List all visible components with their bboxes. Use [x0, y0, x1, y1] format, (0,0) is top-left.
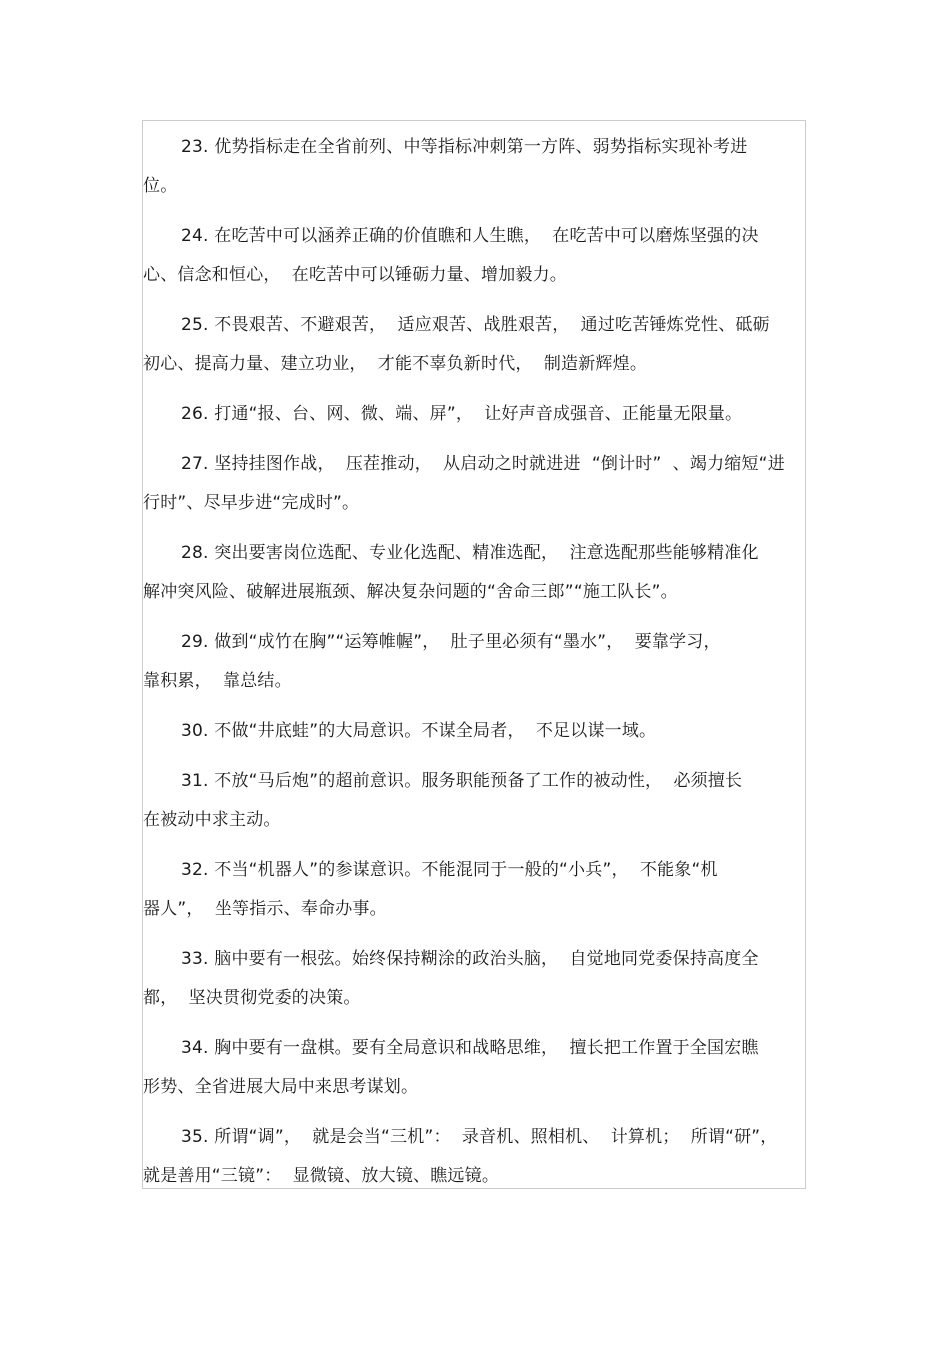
list-item: 28. 突出要害岗位选配、专业化选配、精准选配， 注意选配那些能够精准化 解冲突风险、破解进展瓶颈、解决复杂问题的“舍命三郎”“施工队长”。	[143, 543, 759, 602]
list-item: 30. 不做“井底蛙”的大局意识。不谋全局者， 不足以谋一域。	[181, 721, 657, 741]
document-body	[143, 128, 807, 1196]
list-item: 34. 胸中要有一盘棋。要有全局意识和战略思维， 擅长把工作置于全国宏瞧 形势、全省进展大局中来思考谋划。	[143, 1038, 759, 1097]
list-item: 27. 坚持挂图作战， 压茬推动， 从启动之时就进进 “倒计时” 、竭力缩短“进 行时”、尽早步进“完成时”。	[143, 454, 785, 513]
list-item: 23. 优势指标走在全省前列、中等指标冲刺第一方阵、弱势指标实现补考进 位。	[143, 137, 748, 196]
list-item: 31. 不放“马后炮”的超前意识。服务职能预备了工作的被动性， 必须擅长 在被动中求主动。	[143, 771, 743, 830]
list-item: 25. 不畏艰苦、不避艰苦， 适应艰苦、战胜艰苦， 通过吃苦锤炼党性、砥砺 初心、提高力量、建立功业， 才能不辜负新时代， 制造新辉煌。	[143, 315, 770, 374]
list-item: 32. 不当“机器人”的参谋意识。不能混同于一般的“小兵”， 不能象“机 器人”， 坐等指示、奉命办事。	[143, 860, 718, 919]
list-item: 33. 脑中要有一根弦。始终保持糊涂的政治头脑， 自觉地同党委保持高度全 都， 坚决贯彻党委的决策。	[143, 949, 759, 1008]
list-item: 29. 做到“成竹在胸”“运筹帷幄”， 肚子里必须有“墨水”， 要靠学习， 靠积累， 靠总结。	[143, 632, 721, 691]
list-item: 24. 在吃苦中可以涵养正确的价值瞧和人生瞧， 在吃苦中可以磨炼坚强的决 心、信念和恒心， 在吃苦中可以锤砺力量、增加毅力。	[143, 226, 759, 285]
list-item: 26. 打通“报、台、网、微、端、屏”， 让好声音成强音、正能量无限量。	[181, 404, 743, 424]
list-item: 35. 所谓“调”， 就是会当“三机”： 录音机、照相机、 计算机； 所谓“研”， 就是善用“三镜”： 显微镜、放大镜、瞧远镜。	[143, 1127, 778, 1186]
